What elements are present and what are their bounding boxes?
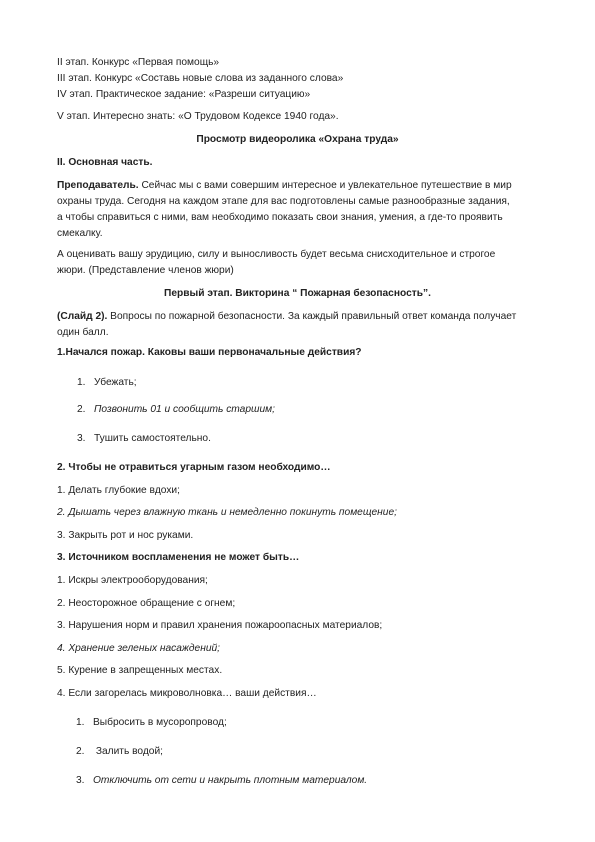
slide-paragraph-line-1: [57, 310, 516, 323]
teacher-paragraph-line-1: [57, 179, 512, 192]
assess-paragraph-line-2: жюри. (Представление членов жюри): [57, 265, 234, 276]
stage-1-heading: Первый этап. Викторина “ Пожарная безопасность”.: [164, 288, 431, 299]
slide-paragraph-line-2: один балл.: [57, 327, 109, 338]
question-3-option-3: 3. Нарушения норм и правил хранения пожароопасных материалов;: [57, 620, 383, 631]
teacher-label: Преподаватель.: [57, 180, 139, 191]
stage-4-line: IV этап. Практическое задание: «Разреши ситуацию»: [57, 89, 311, 100]
question-3-title: 3. Источником воспламенения не может быть…: [57, 552, 300, 563]
option-text: Залить водой;: [93, 746, 163, 757]
stage-2-line: II этап. Конкурс «Первая помощь»: [57, 57, 220, 68]
option-text: Выбросить в мусоропровод;: [93, 717, 227, 728]
question-3-option-1: 1. Искры электрооборудования;: [57, 575, 208, 586]
teacher-paragraph-line-2: охраны труда. Сегодня на каждом этапе для вас подготовлены самые разнообразные задания,: [57, 196, 510, 207]
teacher-paragraph-line-4: смекалку.: [57, 228, 103, 239]
question-4-title: 4. Если загорелась микроволновка… ваши действия…: [57, 688, 317, 699]
question-3-option-2: 2. Неосторожное обращение с огнем;: [57, 598, 236, 609]
option-number: 2.: [77, 404, 86, 415]
teacher-text: Сейчас мы с вами совершим интересное и увлекательное путешествие в мир: [138, 180, 512, 191]
question-1-title: 1.Начался пожар. Каковы ваши первоначальные действия?: [57, 347, 362, 358]
option-number: 3.: [76, 775, 85, 786]
question-3-option-5: 5. Курение в запрещенных местах.: [57, 665, 223, 676]
option-number: 1.: [77, 377, 86, 388]
option-text: Тушить самостоятельно.: [94, 433, 211, 444]
question-3-option-4: 4. Хранение зеленых насаждений;: [57, 643, 220, 654]
option-text: Убежать;: [94, 377, 137, 388]
question-2-option-2: 2. Дышать через влажную ткань и немедленно покинуть помещение;: [57, 507, 397, 518]
main-part-heading: II. Основная часть.: [57, 157, 153, 168]
question-2-option-3: 3. Закрыть рот и нос руками.: [57, 530, 194, 541]
option-number: 2.: [76, 746, 85, 757]
slide-label: (Слайд 2).: [57, 311, 108, 322]
question-2-option-1: 1. Делать глубокие вдохи;: [57, 485, 180, 496]
option-text: Отключить от сети и накрыть плотным материалом.: [93, 775, 368, 786]
option-number: 3.: [77, 433, 86, 444]
stage-5-line: V этап. Интересно знать: «О Трудовом Кодексе 1940 года».: [57, 111, 339, 122]
assess-paragraph-line-1: А оценивать вашу эрудицию, силу и выносливость будет весьма снисходительное и строгое: [57, 249, 496, 260]
teacher-paragraph-line-3: а чтобы справиться с ними, вам необходимо показать свои знания, умения, а где-то проявить: [57, 212, 503, 223]
option-text: Позвонить 01 и сообщить старшим;: [94, 404, 275, 415]
video-heading: Просмотр видеоролика «Охрана труда»: [196, 134, 399, 145]
stage-3-line: III этап. Конкурс «Составь новые слова из заданного слова»: [57, 73, 344, 84]
question-2-title: 2. Чтобы не отравиться угарным газом необходимо…: [57, 462, 331, 473]
option-number: 1.: [76, 717, 85, 728]
slide-text: Вопросы по пожарной безопасности. За каждый правильный ответ команда получает: [107, 311, 517, 322]
